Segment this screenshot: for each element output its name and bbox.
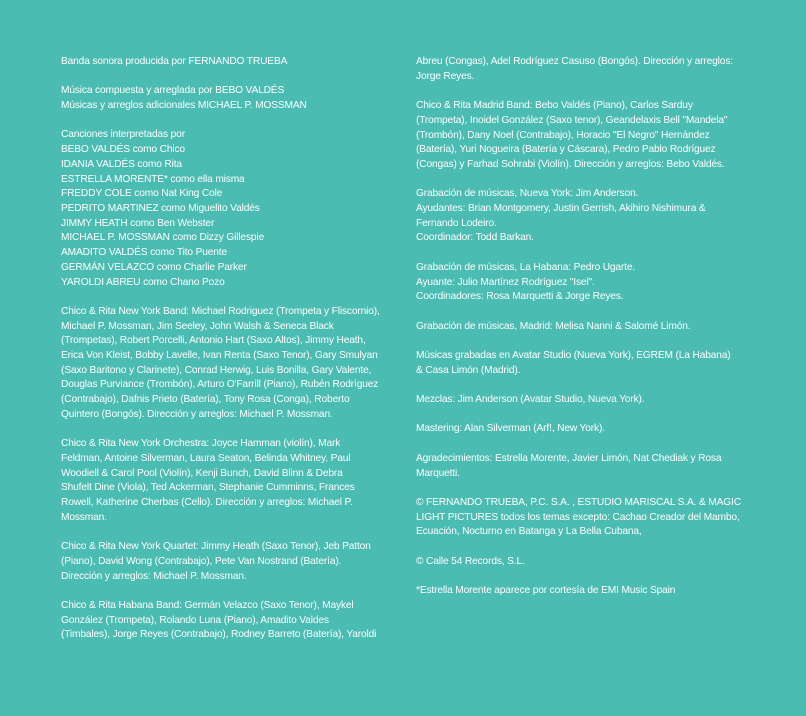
credits-line: BEBO VALDÉS como Chico	[61, 144, 185, 156]
credits-line: *Estrella Morente aparece por cortesía de EMI Music Spain	[416, 585, 676, 597]
credits-line: Chico & Rita Madrid Band: Bebo Valdés (Piano), Carlos Sarduy	[416, 100, 693, 112]
credits-line: Mossman.	[61, 511, 107, 523]
credits-line: Ayuante: Julio Martínez Rodríguez "Isel".	[416, 276, 595, 288]
credits-line: (Trompeta), Inoidel González (Saxo tenor), Geandelaxis Bell "Mandela"	[416, 114, 728, 126]
credits-line: Grabación de músicas, Nueva York: Jim Anderson.	[416, 188, 639, 200]
credits-line: (Batería), Yuri Nogueira (Batería y Cáscara), Pedro Pablo Rodríguez	[416, 144, 716, 156]
credits-paragraph	[61, 55, 401, 70]
credits-line: © Calle 54 Records, S.L.	[416, 555, 525, 567]
credits-line: Jorge Reyes.	[416, 70, 475, 82]
credits-line: Dirección y arreglos: Michael P. Mossman.	[61, 570, 247, 582]
credits-left-column	[61, 55, 401, 658]
credits-paragraph	[61, 540, 401, 584]
credits-paragraph	[416, 393, 751, 408]
credits-line: Chico & Rita New York Band: Michael Rodriguez (Trompeta y Fliscornio),	[61, 305, 380, 317]
credits-line: (Trombón), Dany Noel (Contrabajo), Horacio "El Negro" Hernández	[416, 129, 710, 141]
credits-paragraph	[416, 55, 751, 84]
credits-line: Michael P. Mossman, Jim Seeley, John Walsh & Seneca Black	[61, 320, 334, 332]
credits-line: Ecuación, Nocturno en Batanga y La Bella Cubana,	[416, 526, 642, 538]
credits-line: MICHAEL P. MOSSMAN como Dizzy Gillespie	[61, 232, 265, 244]
credits-line: JIMMY HEATH como Ben Webster	[61, 217, 215, 229]
credits-line: González (Trompeta), Rolando Luna (Piano), Amadito Valdes	[61, 614, 329, 626]
credits-line: Coordinadores: Rosa Marquetti & Jorge Reyes.	[416, 291, 624, 303]
credits-line: Feldman, Antoine Silverman, Laura Seaton, Belinda Whitney, Paul	[61, 452, 351, 464]
credits-line: Chico & Rita New York Quartet: Jimmy Heath (Saxo Tenor), Jeb Patton	[61, 541, 371, 553]
credits-line: Chico & Rita New York Orchestra: Joyce Hamman (violín), Mark	[61, 438, 341, 450]
credits-paragraph	[416, 187, 751, 246]
credits-line: Shufelt Dine (Viola), Ted Ackerman, Stephanie Cumminns, Frances	[61, 482, 355, 494]
credits-line: IDANIA VALDÉS como Rita	[61, 158, 182, 170]
credits-line: Fernando Lodeiro.	[416, 217, 497, 229]
credits-line: Erica Von Kleist, Bobby Lavelle, Ivan Renta (Saxo Tenor), Gary Smulyan	[61, 350, 378, 362]
credits-line: Quintero (Bongós). Dirección y arreglos: Michael P. Mossman.	[61, 408, 333, 420]
credits-line: AMADITO VALDÉS como Tito Puente	[61, 247, 227, 259]
credits-paragraph	[61, 437, 401, 525]
credits-line: Agradecimientos: Estrella Morente, Javier Limón, Nat Chediak y Rosa	[416, 452, 722, 464]
credits-line: (Piano), David Wong (Contrabajo), Pete Van Nostrand (Batería).	[61, 555, 342, 567]
credits-line: & Casa Limón (Madrid).	[416, 364, 521, 376]
credits-paragraph	[61, 128, 401, 290]
credits-line: PEDRITO MARTINEZ como Miguelito Valdés	[61, 203, 260, 214]
credits-paragraph	[416, 99, 751, 173]
credits-right-column	[416, 55, 751, 614]
credits-line: GERMÁN VELAZCO como Charlie Parker	[61, 261, 247, 273]
credits-paragraph	[416, 320, 751, 335]
credits-line: Mezclas: Jim Anderson (Avatar Studio, Nueva York).	[416, 394, 645, 406]
credits-line: (Timbales), Jorge Reyes (Contrabajo), Rodney Barreto (Batería), Yaroldi	[61, 629, 377, 641]
credits-line: © FERNANDO TRUEBA, P.C. S.A. , ESTUDIO MARISCAL S.A. & MAGIC	[416, 496, 741, 508]
credits-line: (Saxo Baritono y Clarinete), Conrad Herwig, Luis Bonilla, Gary Valente,	[61, 364, 372, 376]
credits-line: (Contrabajo), Dafnis Prieto (Batería), Tony Rosa (Conga), Roberto	[61, 394, 350, 406]
credits-line: Mastering: Alan Silverman (Arf!, New York).	[416, 423, 605, 435]
credits-line: Chico & Rita Habana Band: Germán Velazco (Saxo Tenor), Maykel	[61, 599, 354, 611]
credits-line: Douglas Purviance (Trombón), Arturo O'Farrill (Piano), Rubén Rodríguez	[61, 379, 379, 391]
credits-line: (Congas) y Farhad Sohrabi (Violín). Dirección y arreglos: Bebo Valdés.	[416, 158, 725, 170]
credits-line: FREDDY COLE como Nat King Cole	[61, 188, 223, 200]
credits-paragraph	[416, 496, 751, 540]
credits-line: Abreu (Congas), Adel Rodríguez Casuso (Bongós). Dirección y arreglos:	[416, 56, 733, 67]
credits-paragraph	[61, 305, 401, 423]
credits-line: (Trompetas), Robert Porcelli, Antonio Hart (Saxo Altos), Jimmy Heath,	[61, 335, 366, 347]
credits-line: Rowell, Katherine Cherbas (Cello). Dirección y arreglos: Michael P.	[61, 497, 353, 509]
credits-paragraph	[416, 349, 751, 378]
credits-line: Ayudantes: Brian Montgomery, Justin Gerrish, Akihiro Nishimura &	[416, 203, 706, 214]
credits-line: Woodiell & Carol Pool (Violín), Kenji Bunch, David Blinn & Debra	[61, 467, 343, 479]
credits-line: Marquetti.	[416, 467, 460, 479]
credits-line: Músicas y arreglos adicionales MICHAEL P. MOSSMAN	[61, 100, 307, 112]
credits-line: Banda sonora producida por FERNANDO TRUEBA	[61, 56, 288, 67]
credits-line: Grabación de músicas, La Habana: Pedro Ugarte.	[416, 261, 636, 273]
credits-paragraph	[416, 261, 751, 305]
credits-line: YAROLDI ABREU como Chano Pozo	[61, 276, 225, 288]
credits-line: Canciones interpretadas por	[61, 129, 185, 141]
credits-paragraph	[416, 555, 751, 570]
credits-paragraph	[61, 599, 401, 643]
credits-paragraph	[416, 422, 751, 437]
credits-line: LIGHT PICTURES todos los temas excepto: Cachao Creador del Mambo,	[416, 511, 740, 523]
credits-line: Coordinador: Todd Barkan.	[416, 232, 534, 244]
credits-line: Músicas grabadas en Avatar Studio (Nueva York), EGREM (La Habana)	[416, 349, 731, 361]
credits-paragraph	[416, 452, 751, 481]
credits-paragraph	[416, 584, 751, 599]
credits-paragraph	[61, 84, 401, 113]
credits-line: Música compuesta y arreglada por BEBO VALDÉS	[61, 85, 285, 97]
credits-line: ESTRELLA MORENTE* como ella misma	[61, 173, 245, 185]
credits-line: Grabación de músicas, Madrid: Melisa Nanni & Salomé Limón.	[416, 320, 691, 332]
